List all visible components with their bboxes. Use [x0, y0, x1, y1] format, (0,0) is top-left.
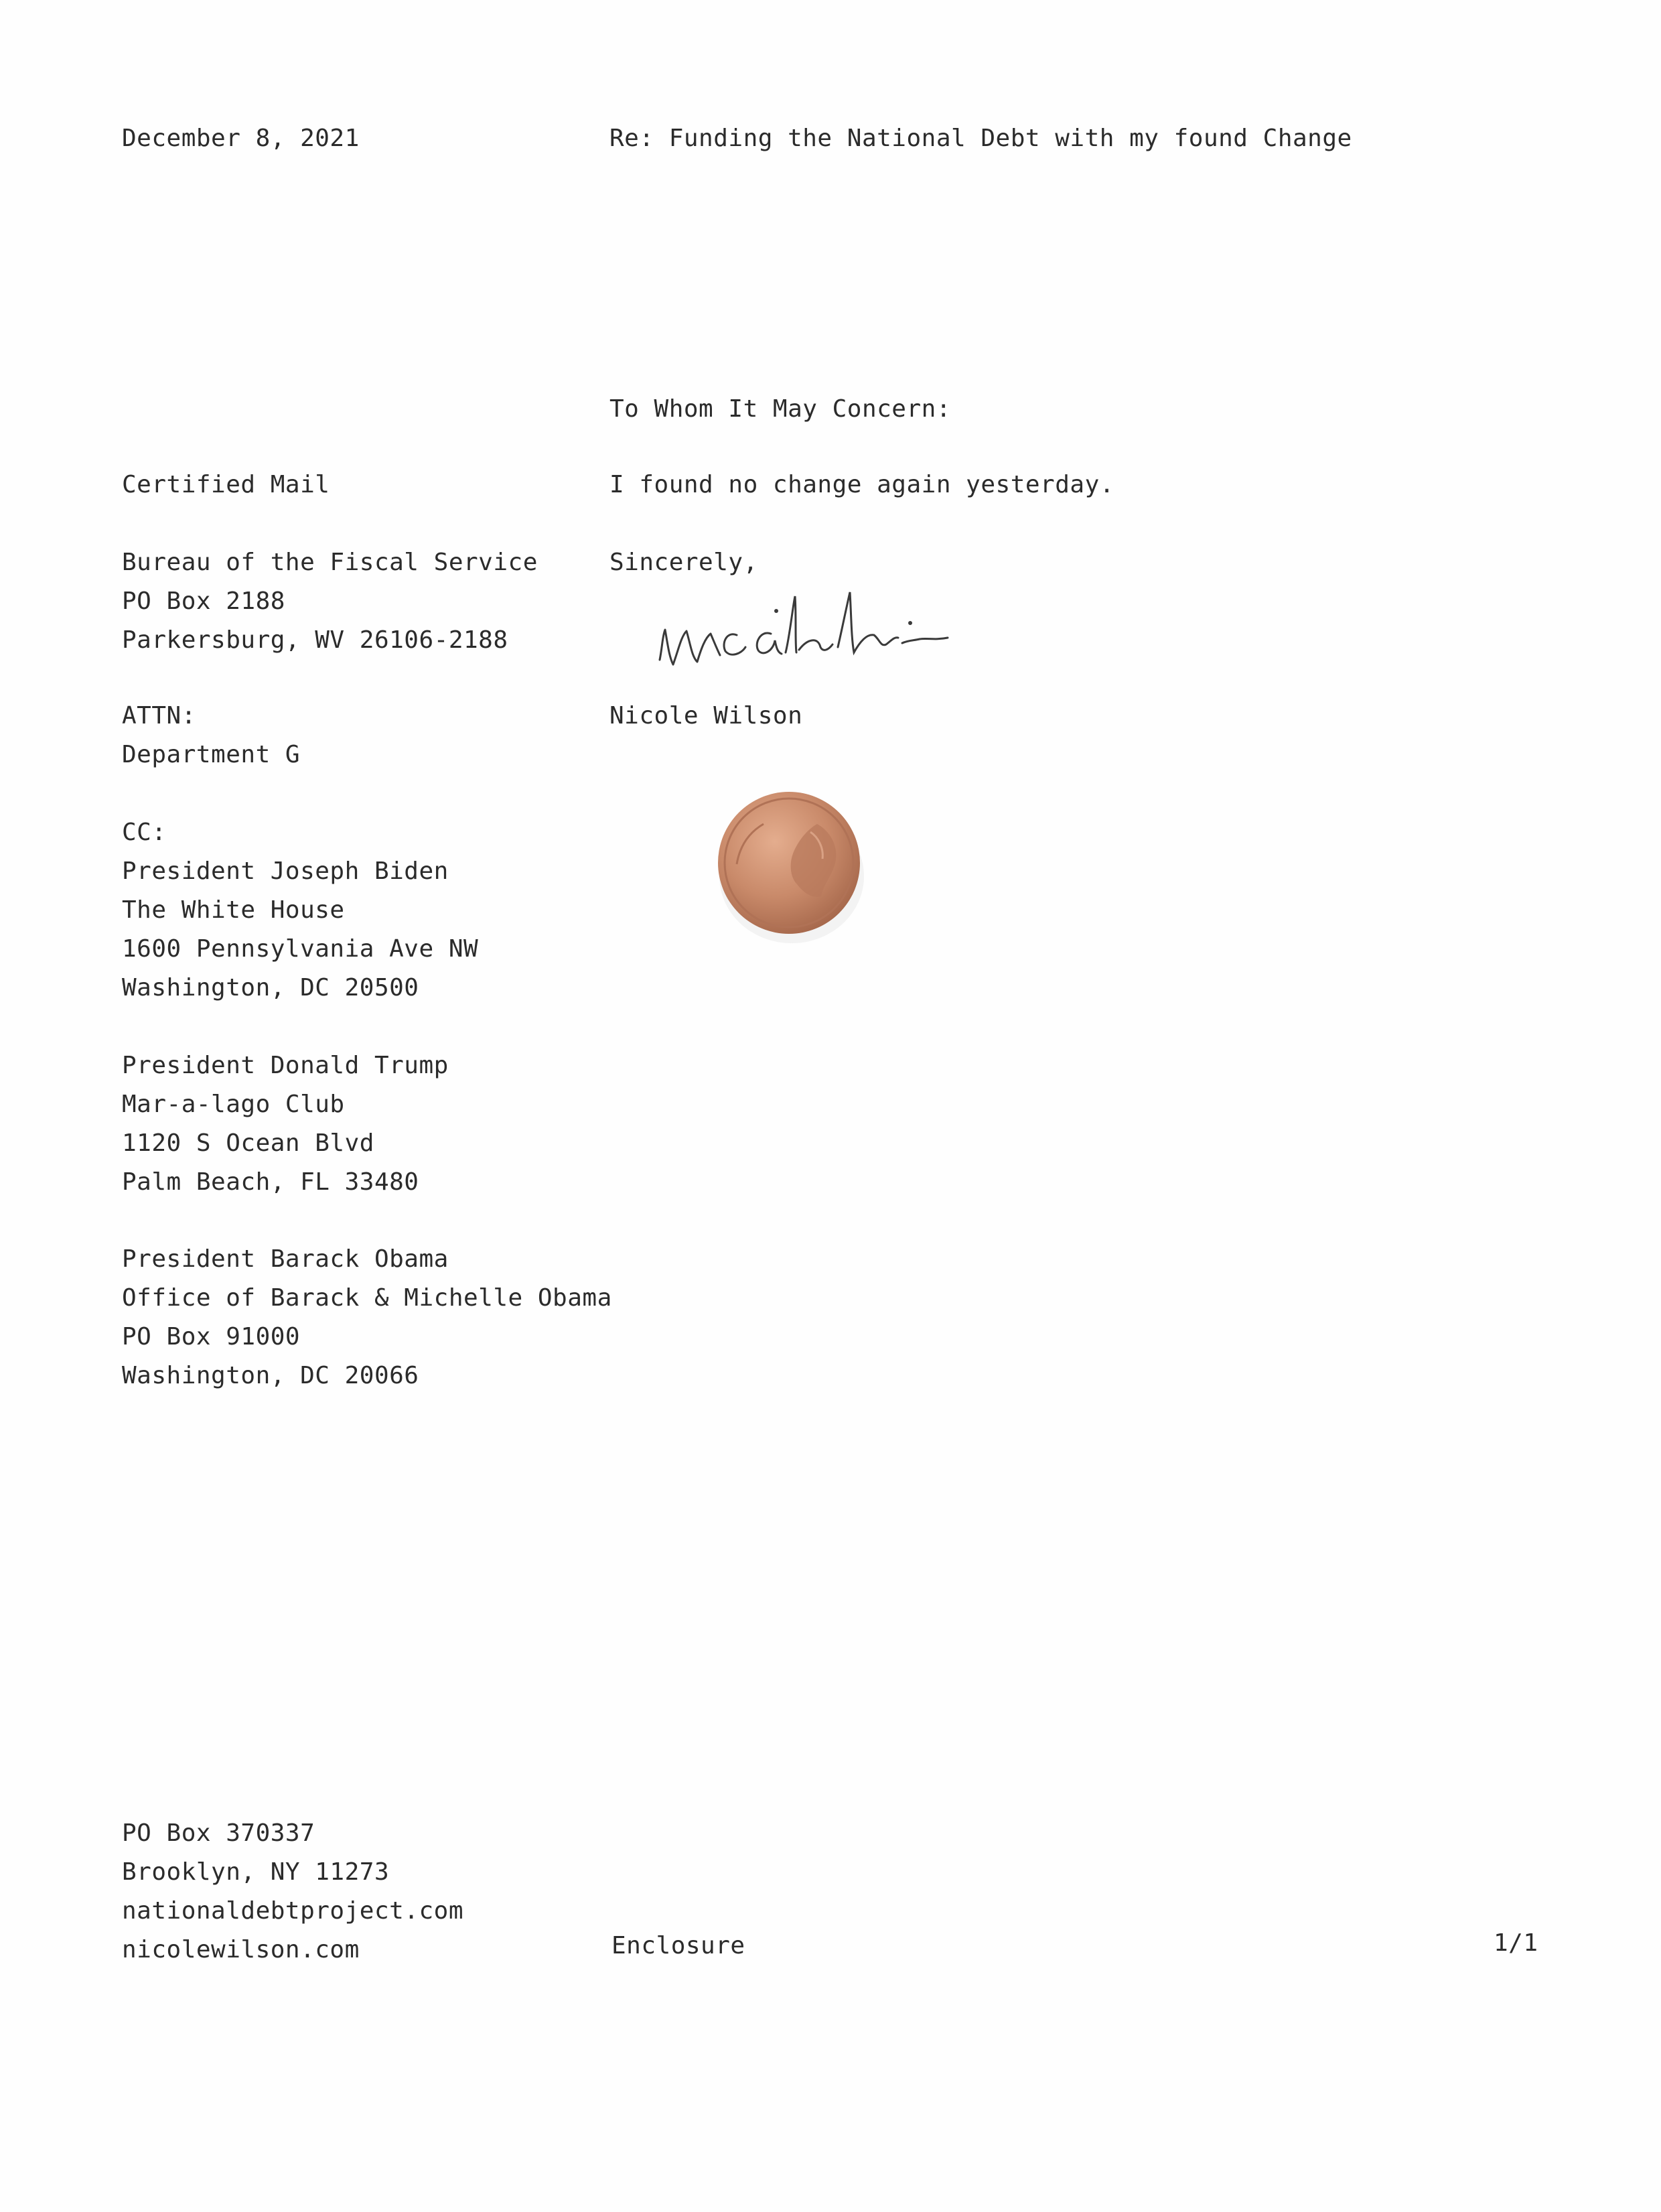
cc-line: President Joseph Biden — [122, 857, 449, 885]
attn-block — [122, 697, 300, 774]
delivery-method: Certified Mail — [122, 471, 330, 498]
return-address — [122, 1814, 463, 1969]
message-body: I found no change again yesterday. — [609, 471, 1114, 498]
website-link[interactable]: nicolewilson.com — [122, 1936, 360, 1963]
recipient-line: Bureau of the Fiscal Service — [122, 549, 538, 576]
cc-biden — [122, 813, 478, 1008]
salutation: To Whom It May Concern: — [609, 395, 951, 423]
attn-line: ATTN: — [122, 702, 196, 730]
handwritten-signature — [653, 583, 974, 683]
cc-line: Palm Beach, FL 33480 — [122, 1168, 419, 1196]
cc-line: Mar-a-lago Club — [122, 1091, 345, 1118]
recipient-address — [122, 543, 538, 660]
recipient-line: PO Box 2188 — [122, 587, 285, 615]
cc-line: 1120 S Ocean Blvd — [122, 1129, 374, 1157]
cc-line: The White House — [122, 896, 345, 924]
cc-obama — [122, 1240, 612, 1395]
cc-line: Office of Barack & Michelle Obama — [122, 1284, 612, 1312]
cc-line: Washington, DC 20500 — [122, 974, 419, 1001]
cc-trump — [122, 1046, 449, 1202]
cc-line: 1600 Pennsylvania Ave NW — [122, 935, 479, 963]
cc-line: Washington, DC 20066 — [122, 1362, 419, 1389]
website-link[interactable]: nationaldebtproject.com — [122, 1897, 463, 1925]
enclosure-note: Enclosure — [611, 1932, 745, 1959]
page-number: 1/1 — [1494, 1929, 1538, 1957]
cc-line: President Donald Trump — [122, 1052, 449, 1079]
penny-coin-icon — [710, 784, 871, 945]
cc-line: President Barack Obama — [122, 1245, 449, 1273]
cc-line: PO Box 91000 — [122, 1323, 301, 1351]
closing: Sincerely, — [609, 549, 758, 576]
letter-date: December 8, 2021 — [122, 125, 360, 152]
return-address-line: Brooklyn, NY 11273 — [122, 1858, 390, 1886]
return-address-line: PO Box 370337 — [122, 1819, 315, 1847]
cc-line: CC: — [122, 819, 167, 846]
signature-name: Nicole Wilson — [609, 702, 803, 730]
attn-line: Department G — [122, 741, 301, 768]
letter-subject: Re: Funding the National Debt with my found Change — [609, 125, 1352, 152]
recipient-line: Parkersburg, WV 26106-2188 — [122, 626, 508, 654]
